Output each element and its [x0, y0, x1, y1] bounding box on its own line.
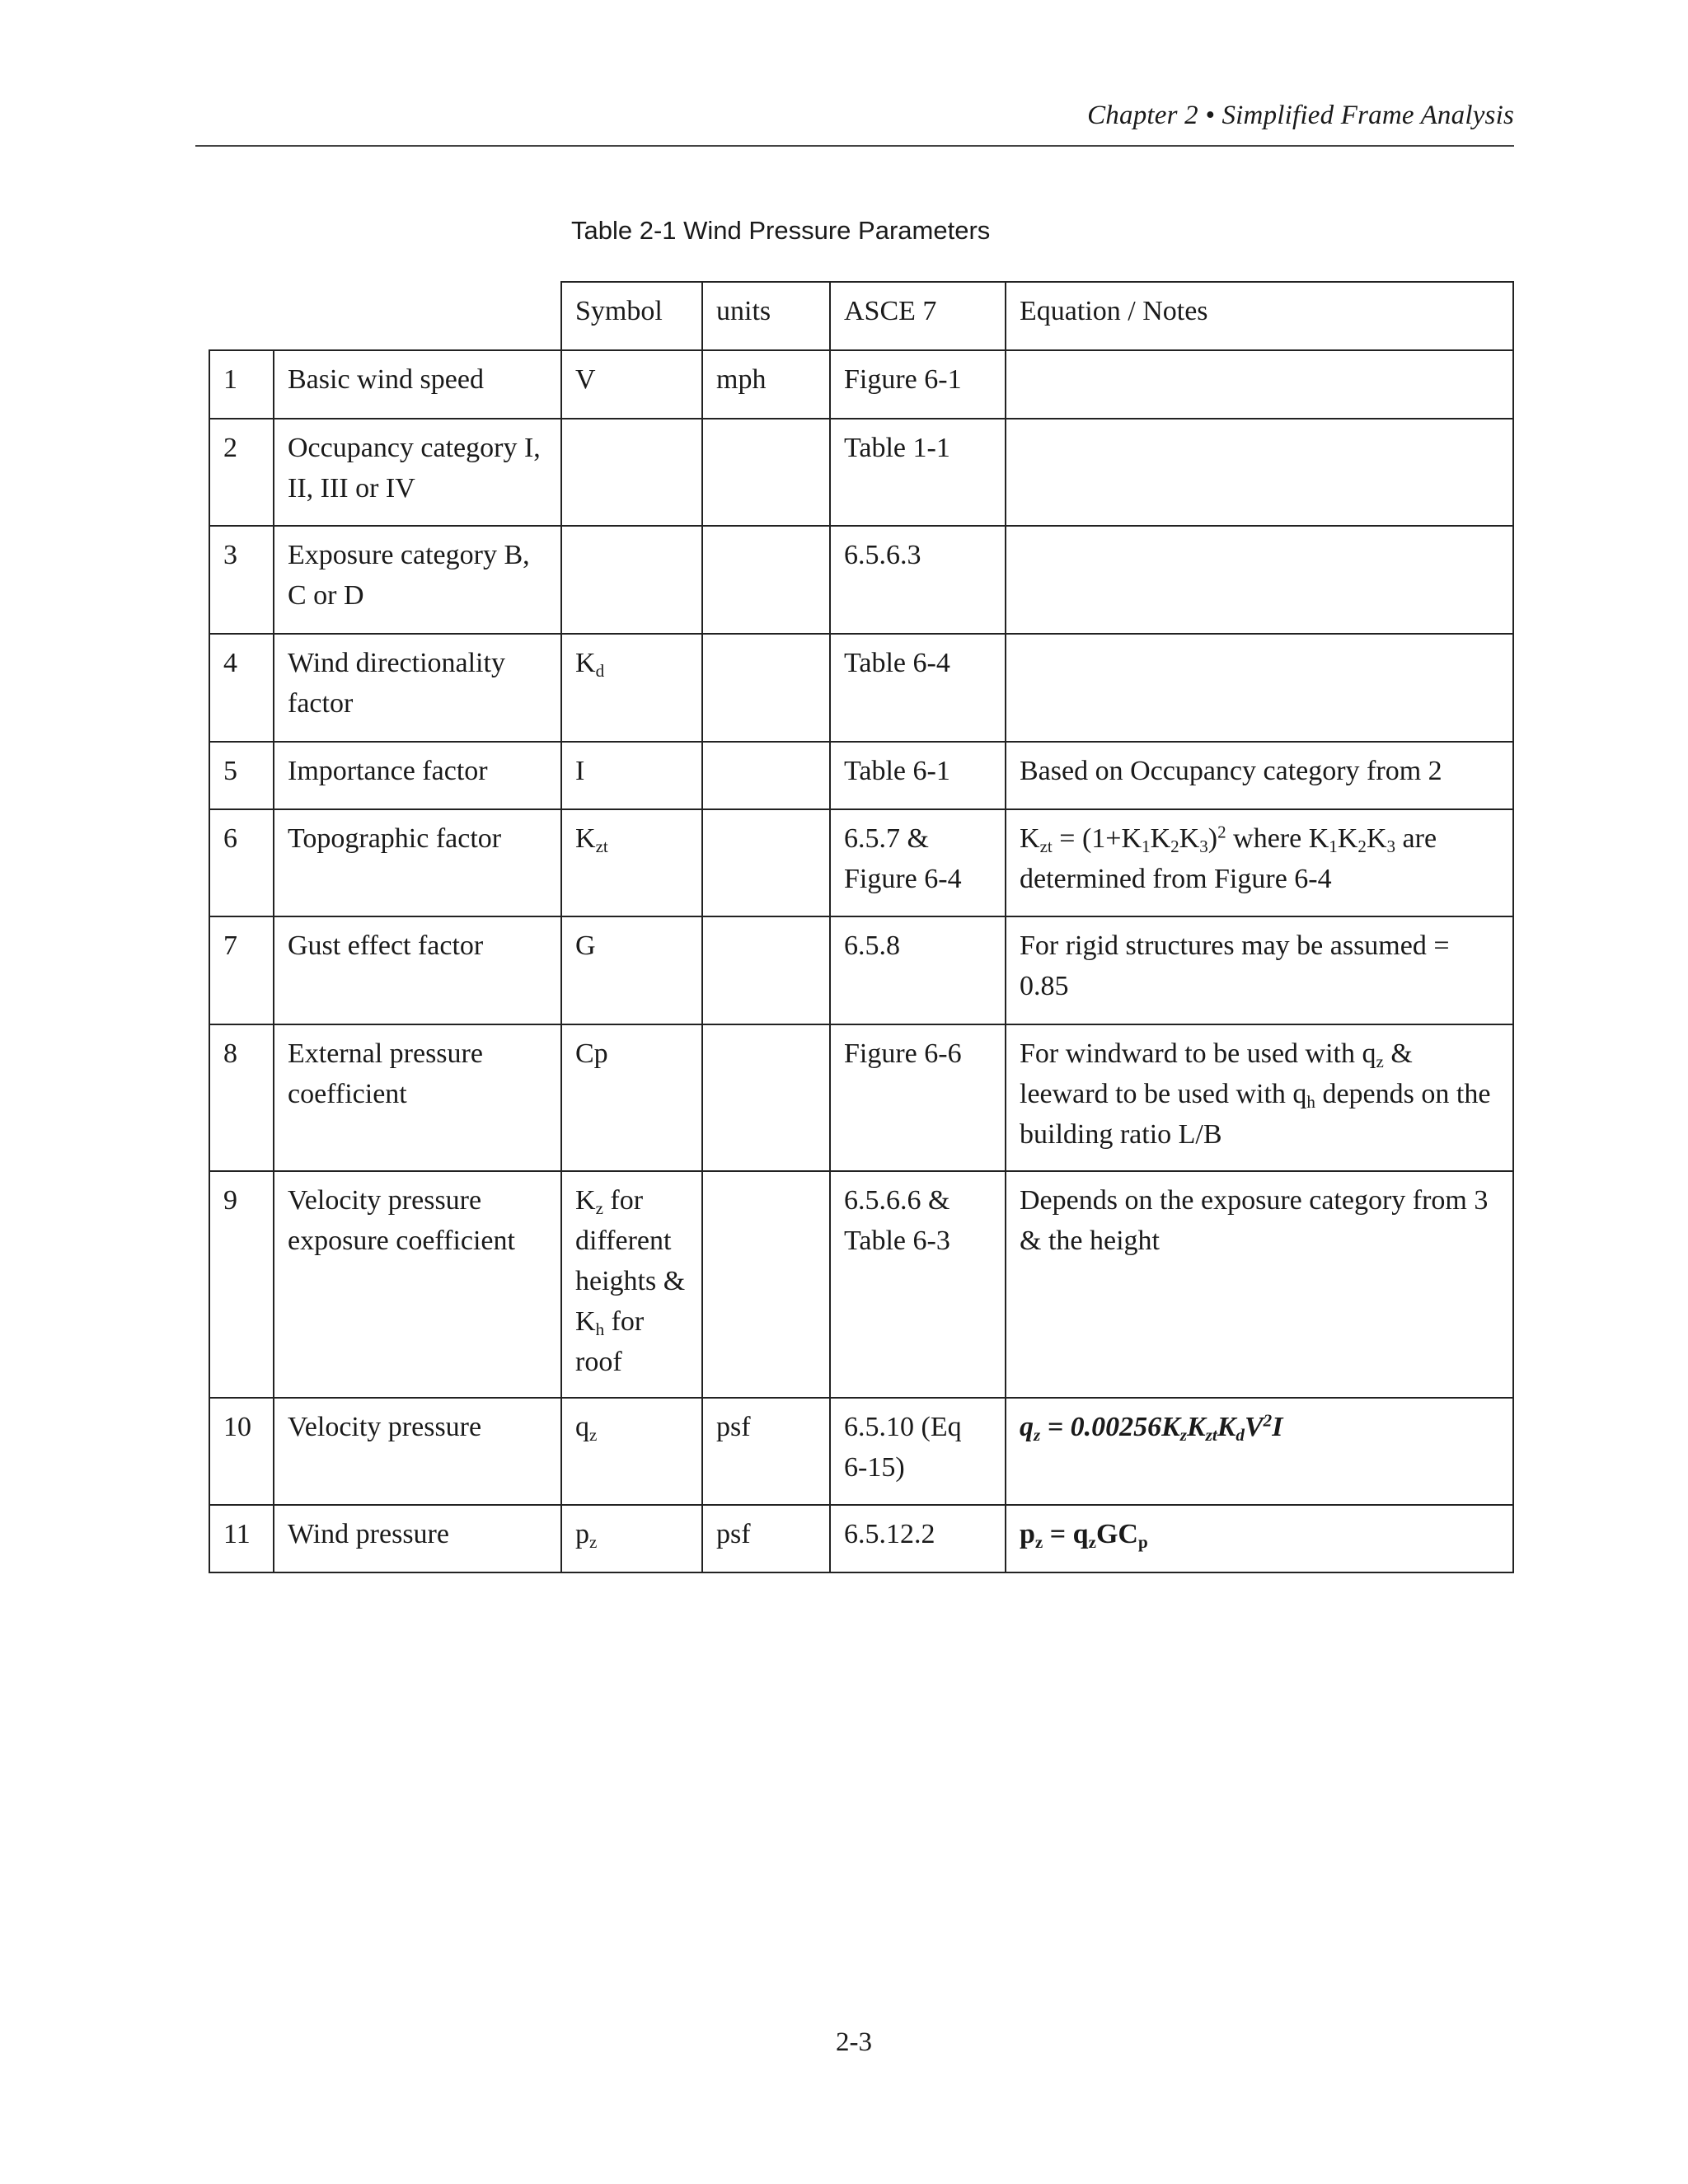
- symbol-cell: V: [561, 350, 702, 419]
- parameter-cell: Velocity pressure: [274, 1398, 561, 1505]
- asce-cell: Table 6-4: [830, 634, 1006, 742]
- table-row: [209, 526, 1513, 634]
- table-row: [209, 419, 1513, 526]
- row-number: 3: [209, 526, 274, 634]
- notes-cell: [1006, 419, 1513, 526]
- parameter-cell: Topographic factor: [274, 809, 561, 916]
- parameter-cell: Occupancy category I, II, III or IV: [274, 419, 561, 526]
- notes-cell: Based on Occupancy category from 2: [1006, 742, 1513, 809]
- symbol-cell: $q_z$: [561, 1398, 702, 1505]
- parameter-cell: Wind directionality factor: [274, 634, 561, 742]
- symbol-cell: [561, 526, 702, 634]
- page-number: 2-3: [836, 2027, 872, 2057]
- asce-cell: Table 6-1: [830, 742, 1006, 809]
- row-number: 6: [209, 809, 274, 916]
- notes-cell: Depends on the exposure category from 3 & the height: [1006, 1171, 1513, 1398]
- column-header-units: units: [702, 282, 830, 350]
- notes-cell: $p_z = q_zGC_p$: [1006, 1505, 1513, 1572]
- parameter-cell: Basic wind speed: [274, 350, 561, 419]
- table-row: [209, 1024, 1513, 1171]
- asce-cell: Table 1-1: [830, 419, 1006, 526]
- units-cell: [702, 809, 830, 916]
- symbol-cell: $K_z$ for different heights & $K_h$ for roof: [561, 1171, 702, 1398]
- units-cell: [702, 1024, 830, 1171]
- symbol-cell: I: [561, 742, 702, 809]
- units-cell: psf: [702, 1505, 830, 1572]
- asce-cell: Figure 6-6: [830, 1024, 1006, 1171]
- units-cell: [702, 916, 830, 1024]
- table-row: [209, 1171, 1513, 1398]
- parameter-cell: Importance factor: [274, 742, 561, 809]
- table-row: [209, 809, 1513, 916]
- column-header-notes: Equation / Notes: [1006, 282, 1513, 350]
- running-head: Chapter 2 • Simplified Frame Analysis: [1087, 101, 1514, 130]
- asce-cell: 6.5.10 (Eq 6-15): [830, 1398, 1006, 1505]
- parameter-cell: External pressure coefficient: [274, 1024, 561, 1171]
- row-number: 2: [209, 419, 274, 526]
- symbol-cell: $K_{zt}$: [561, 809, 702, 916]
- symbol-cell: G: [561, 916, 702, 1024]
- row-number: 5: [209, 742, 274, 809]
- table-row: [209, 350, 1513, 419]
- units-cell: [702, 1171, 830, 1398]
- asce-cell: 6.5.6.3: [830, 526, 1006, 634]
- notes-cell: For windward to be used with $q_z$ & leeward to be used with $q_h$ depends on the building ratio L/B: [1006, 1024, 1513, 1171]
- units-cell: [702, 634, 830, 742]
- header-rule: [195, 145, 1514, 147]
- notes-cell: For rigid structures may be assumed = 0.85: [1006, 916, 1513, 1024]
- parameter-cell: Gust effect factor: [274, 916, 561, 1024]
- asce-cell: 6.5.7 & Figure 6-4: [830, 809, 1006, 916]
- notes-cell: $q_z = 0.00256K_zK_{zt}K_dV^2I$: [1006, 1398, 1513, 1505]
- asce-cell: Figure 6-1: [830, 350, 1006, 419]
- asce-cell: 6.5.12.2: [830, 1505, 1006, 1572]
- row-number: 11: [209, 1505, 274, 1572]
- column-header-symbol: Symbol: [561, 282, 702, 350]
- symbol-cell: Cp: [561, 1024, 702, 1171]
- units-cell: [702, 419, 830, 526]
- units-cell: [702, 742, 830, 809]
- units-cell: mph: [702, 350, 830, 419]
- table-row: [209, 742, 1513, 809]
- table-row: [209, 1505, 1513, 1572]
- row-number: 10: [209, 1398, 274, 1505]
- row-number: 8: [209, 1024, 274, 1171]
- units-cell: psf: [702, 1398, 830, 1505]
- blank-corner: [209, 282, 561, 350]
- table-caption: Table 2-1 Wind Pressure Parameters: [571, 216, 991, 245]
- symbol-cell: [561, 419, 702, 526]
- asce-cell: 6.5.6.6 & Table 6-3: [830, 1171, 1006, 1398]
- notes-cell: $K_{zt} = (1+K_1K_2K_3)^2$ where $K_1K_2K_3$ are determined from Figure 6-4: [1006, 809, 1513, 916]
- units-cell: [702, 526, 830, 634]
- row-number: 1: [209, 350, 274, 419]
- wind-pressure-table: [209, 281, 1514, 1573]
- row-number: 9: [209, 1171, 274, 1398]
- row-number: 4: [209, 634, 274, 742]
- table-row: [209, 634, 1513, 742]
- symbol-cell: $p_z$: [561, 1505, 702, 1572]
- parameter-cell: Wind pressure: [274, 1505, 561, 1572]
- notes-cell: [1006, 634, 1513, 742]
- table-header-row: [209, 282, 1513, 350]
- notes-cell: [1006, 526, 1513, 634]
- column-header-asce: ASCE 7: [830, 282, 1006, 350]
- table-row: [209, 916, 1513, 1024]
- row-number: 7: [209, 916, 274, 1024]
- table-row: [209, 1398, 1513, 1505]
- parameter-cell: Exposure category B, C or D: [274, 526, 561, 634]
- notes-cell: [1006, 350, 1513, 419]
- asce-cell: 6.5.8: [830, 916, 1006, 1024]
- parameter-cell: Velocity pressure exposure coefficient: [274, 1171, 561, 1398]
- symbol-cell: $K_d$: [561, 634, 702, 742]
